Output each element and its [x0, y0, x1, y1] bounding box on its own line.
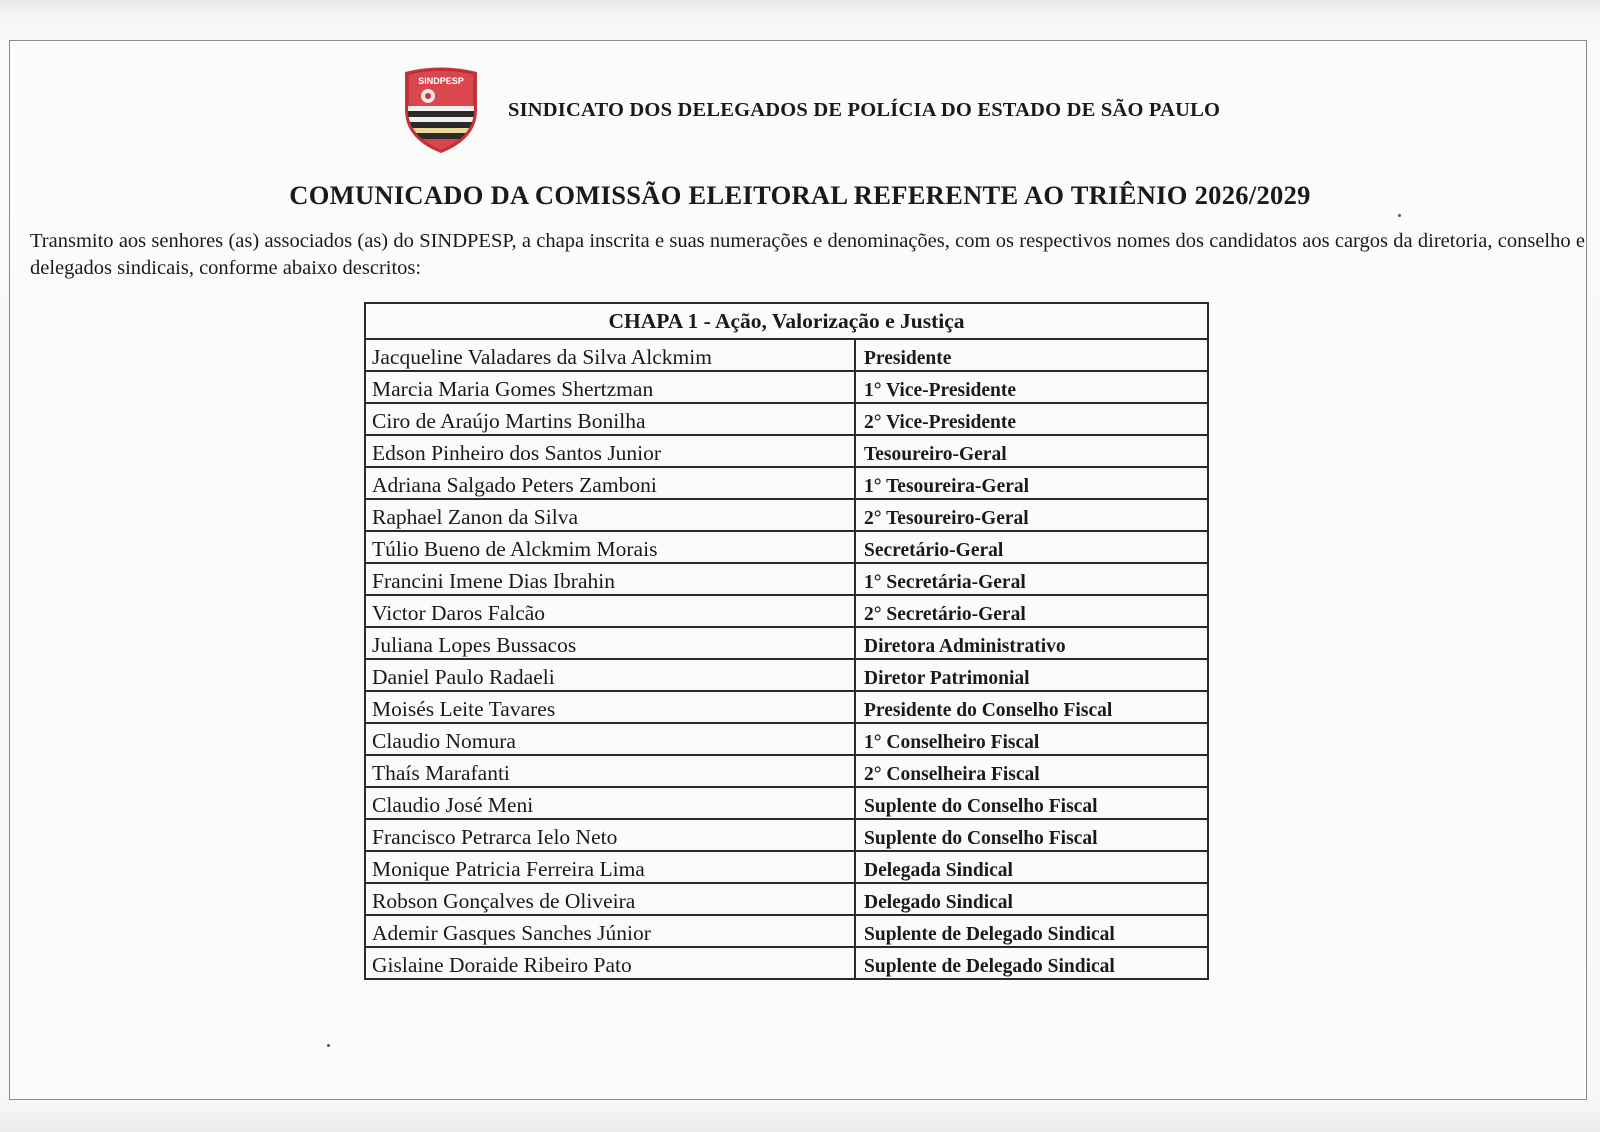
- scan-speck: [327, 1044, 330, 1047]
- table-header-row: [365, 303, 1208, 339]
- candidate-name: Jacqueline Valadares da Silva Alckmim: [365, 339, 855, 371]
- table-row: [365, 883, 1208, 915]
- letterhead: [400, 66, 1220, 154]
- candidate-name: Moisés Leite Tavares: [365, 691, 855, 723]
- table-row: [365, 531, 1208, 563]
- table-row: [365, 403, 1208, 435]
- table-row: [365, 947, 1208, 979]
- candidate-name: Claudio Nomura: [365, 723, 855, 755]
- intro-paragraph: Transmito aos senhores (as) associados (as) do SINDPESP, a chapa inscrita e suas numerações e denominações, com os respectivos nomes dos candidatos aos cargos da diretoria, conselho e delegados sindicais, conforme abaixo descritos:: [30, 230, 1585, 279]
- candidate-role: Presidente: [855, 339, 1208, 371]
- scan-speck: [1398, 214, 1401, 217]
- candidate-role: Suplente de Delegado Sindical: [855, 915, 1208, 947]
- candidate-role: Tesoureiro-Geral: [855, 435, 1208, 467]
- table-row: [365, 595, 1208, 627]
- candidate-role: Suplente do Conselho Fiscal: [855, 787, 1208, 819]
- table-row: [365, 691, 1208, 723]
- table-row: [365, 627, 1208, 659]
- candidate-name: Ciro de Araújo Martins Bonilha: [365, 403, 855, 435]
- candidate-name: Robson Gonçalves de Oliveira: [365, 883, 855, 915]
- table-row: [365, 659, 1208, 691]
- candidate-name: Túlio Bueno de Alckmim Morais: [365, 531, 855, 563]
- candidate-name: Francisco Petrarca Ielo Neto: [365, 819, 855, 851]
- candidate-role: Suplente de Delegado Sindical: [855, 947, 1208, 979]
- candidate-name: Edson Pinheiro dos Santos Junior: [365, 435, 855, 467]
- table-row: [365, 723, 1208, 755]
- table-row: [365, 563, 1208, 595]
- candidate-role: Suplente do Conselho Fiscal: [855, 819, 1208, 851]
- candidate-role: Diretora Administrativo: [855, 627, 1208, 659]
- candidate-name: Francini Imene Dias Ibrahin: [365, 563, 855, 595]
- organization-name: SINDICATO DOS DELEGADOS DE POLÍCIA DO ESTADO DE SÃO PAULO: [508, 98, 1221, 121]
- candidate-role: 2° Conselheira Fiscal: [855, 755, 1208, 787]
- candidate-role: Delegado Sindical: [855, 883, 1208, 915]
- table-row: [365, 755, 1208, 787]
- table-row: [365, 851, 1208, 883]
- table-row: [365, 371, 1208, 403]
- document-title: COMUNICADO DA COMISSÃO ELEITORAL REFERENTE AO TRIÊNIO 2026/2029: [289, 180, 1311, 210]
- table-row: [365, 915, 1208, 947]
- candidate-name: Daniel Paulo Radaeli: [365, 659, 855, 691]
- candidate-role: Presidente do Conselho Fiscal: [855, 691, 1208, 723]
- svg-text:SINDPESP: SINDPESP: [418, 76, 464, 86]
- candidate-role: 2° Secretário-Geral: [855, 595, 1208, 627]
- candidate-role: 1° Conselheiro Fiscal: [855, 723, 1208, 755]
- candidate-role: 1° Tesoureira-Geral: [855, 467, 1208, 499]
- candidate-name: Victor Daros Falcão: [365, 595, 855, 627]
- candidate-name: Raphael Zanon da Silva: [365, 499, 855, 531]
- table-row: [365, 339, 1208, 371]
- table-row: [365, 435, 1208, 467]
- candidates-table: [364, 302, 1209, 980]
- candidate-role: Secretário-Geral: [855, 531, 1208, 563]
- candidate-name: Thaís Marafanti: [365, 755, 855, 787]
- candidate-role: 2° Vice-Presidente: [855, 403, 1208, 435]
- table-row: [365, 499, 1208, 531]
- sindpesp-shield-logo: [400, 66, 482, 154]
- candidate-name: Gislaine Doraide Ribeiro Pato: [365, 947, 855, 979]
- candidate-name: Adriana Salgado Peters Zamboni: [365, 467, 855, 499]
- candidate-name: Juliana Lopes Bussacos: [365, 627, 855, 659]
- table-row: [365, 787, 1208, 819]
- candidate-name: Monique Patricia Ferreira Lima: [365, 851, 855, 883]
- candidate-name: Ademir Gasques Sanches Júnior: [365, 915, 855, 947]
- table-row: [365, 819, 1208, 851]
- table-row: [365, 467, 1208, 499]
- candidate-name: Claudio José Meni: [365, 787, 855, 819]
- candidate-role: Delegada Sindical: [855, 851, 1208, 883]
- slate-heading: CHAPA 1 - Ação, Valorização e Justiça: [365, 303, 1208, 339]
- candidate-role: 2° Tesoureiro-Geral: [855, 499, 1208, 531]
- candidate-role: 1° Secretária-Geral: [855, 563, 1208, 595]
- candidate-name: Marcia Maria Gomes Shertzman: [365, 371, 855, 403]
- candidate-role: Diretor Patrimonial: [855, 659, 1208, 691]
- candidate-role: 1° Vice-Presidente: [855, 371, 1208, 403]
